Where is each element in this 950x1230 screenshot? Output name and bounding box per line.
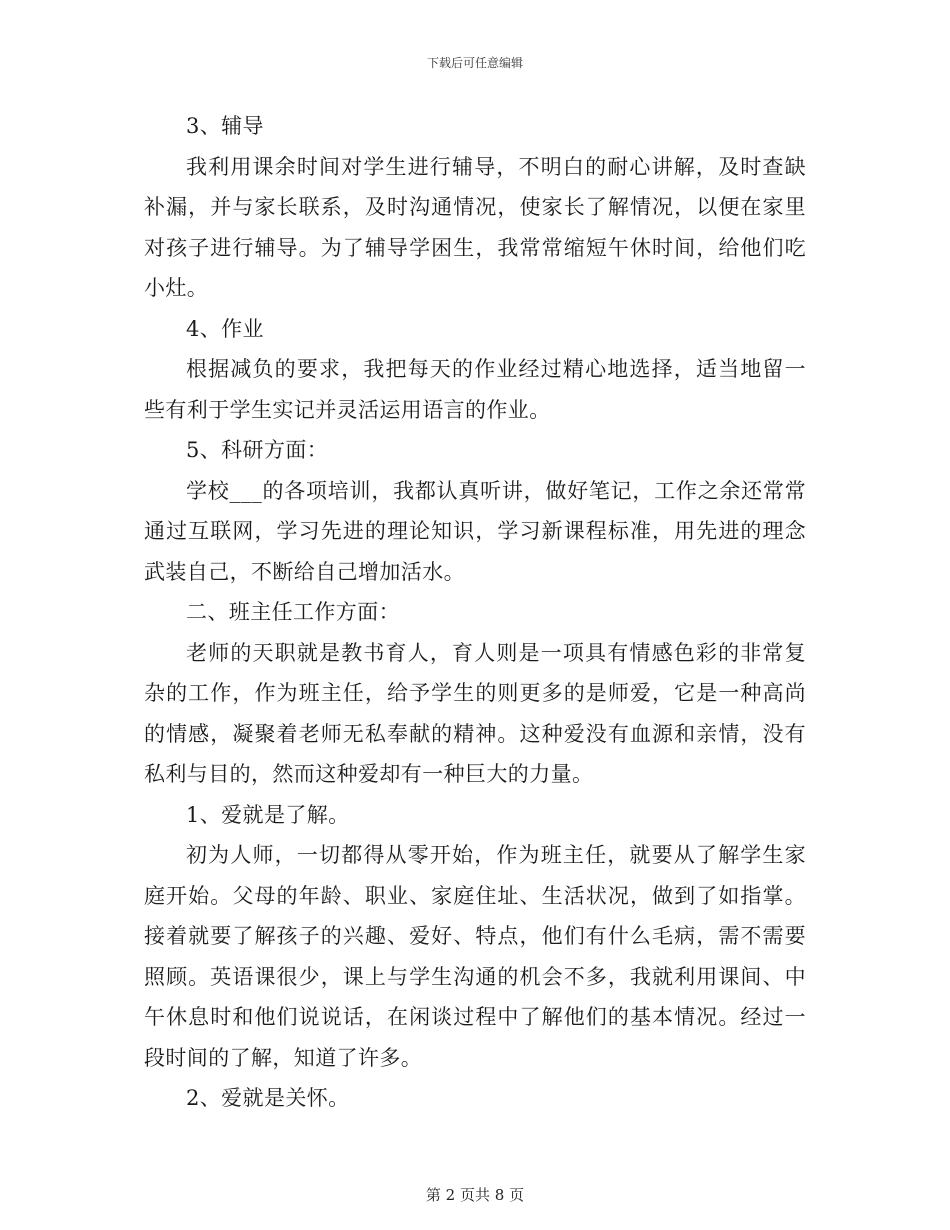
paragraph-homework: 根据减负的要求，我把每天的作业经过精心地选择，适当地留一些有利于学生实记并灵活运用语言的作业。 — [144, 357, 806, 422]
heading-research: 5、科研方面： — [186, 438, 329, 462]
page-footer: 第 2 页共 8 页 — [425, 1186, 525, 1204]
heading-class-teacher: 二、班主任工作方面： — [186, 600, 400, 624]
paragraph-class-teacher: 老师的天职就是教书育人，育人则是一项具有情感色彩的非常复杂的工作，作为班主任，给予学生的则更多的是师爱，它是一种高尚的情感，凝聚着老师无私奉献的精神。这种爱没有血源和亲情，没有私利与目的，然而这种爱却有一种巨大的力量。 — [144, 640, 806, 786]
heading-homework: 4、作业 — [186, 316, 264, 341]
paragraph-tutoring: 我利用课余时间对学生进行辅导，不明白的耐心讲解，及时查缺补漏，并与家长联系，及时沟通情况，使家长了解情况，以便在家里对孩子进行辅导。为了辅导学困生，我常常缩短午休时间，给他们吃小灶。 — [144, 154, 806, 300]
heading-tutoring: 3、辅导 — [186, 114, 264, 138]
heading-love-understanding: 1、爱就是了解。 — [186, 802, 350, 827]
document-body — [144, 106, 806, 1119]
paragraph-love-understanding: 初为人师，一切都得从零开始，作为班主任，就要从了解学生家庭开始。父母的年龄、职业、家庭住址、生活状况，做到了如指掌。接着就要了解孩子的兴趣、爱好、特点，他们有什么毛病，需不需要照顾。英语课很少，课上与学生沟通的机会不多，我就利用课间、中午休息时和他们说说话，在闲谈过程中了解他们的基本情况。经过一段时间的了解，知道了许多。 — [144, 843, 806, 1070]
paragraph-research: 学校___的各项培训，我都认真听讲，做好笔记，工作之余还常常通过互联网，学习先进的理论知识，学习新课程标准，用先进的理念武装自己，不断给自己增加活水。 — [144, 478, 806, 584]
heading-love-care: 2、爱就是关怀。 — [186, 1086, 350, 1110]
page-header: 下载后可任意编辑 — [426, 56, 523, 70]
